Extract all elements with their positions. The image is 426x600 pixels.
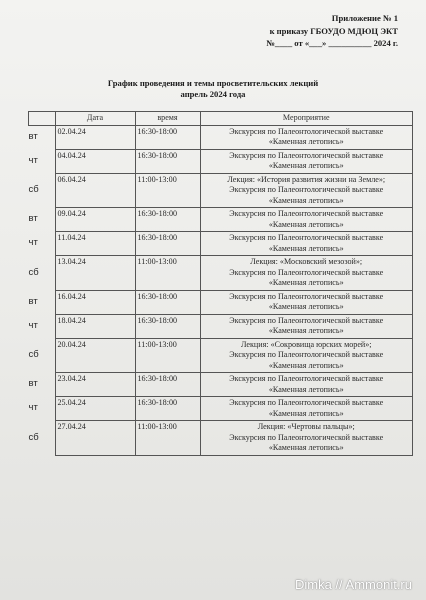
time-cell: 16:30-18:00 bbox=[135, 125, 200, 149]
watermark: Dimka // Ammonit.ru bbox=[294, 577, 412, 592]
date-column-header: Дата bbox=[55, 112, 135, 126]
event-line: «Каменная летопись» bbox=[268, 443, 344, 452]
weekday-label: чт bbox=[28, 237, 38, 249]
table-row bbox=[29, 338, 413, 373]
event-cell bbox=[200, 373, 413, 397]
date-cell: 25.04.24 bbox=[55, 397, 135, 421]
table-row bbox=[29, 208, 413, 232]
weekday-label: сб bbox=[28, 266, 39, 278]
event-line: Экскурсия по Палеонтологической выставке bbox=[229, 185, 384, 194]
weekday-label: вт bbox=[28, 378, 38, 390]
event-line: Лекция: «История развития жизни на Земле»; bbox=[227, 174, 386, 184]
time-cell: 16:30-18:00 bbox=[135, 208, 200, 232]
event-line: Экскурсия по Палеонтологической выставке bbox=[229, 267, 384, 277]
event-cell bbox=[200, 173, 413, 208]
order-reference: к приказу ГБОУДО МДЮЦ ЭКТ bbox=[269, 25, 398, 36]
table-row bbox=[29, 290, 413, 314]
day-column-header bbox=[29, 112, 56, 126]
weekday-label: сб bbox=[28, 431, 39, 443]
date-cell: 11.04.24 bbox=[55, 232, 135, 256]
event-line: «Каменная летопись» bbox=[268, 161, 344, 170]
event-line: Экскурсия по Палеонтологической выставке bbox=[229, 432, 384, 442]
event-cell bbox=[200, 397, 413, 421]
event-line: «Каменная летопись» bbox=[268, 384, 344, 394]
event-line: «Каменная летопись» bbox=[268, 195, 344, 205]
event-line: Экскурсия по Палеонтологической выставке bbox=[229, 209, 384, 218]
event-line: «Каменная летопись» bbox=[268, 408, 344, 418]
event-cell bbox=[200, 149, 413, 173]
event-line: Экскурсия по Палеонтологической выставке bbox=[229, 350, 384, 359]
date-cell: 20.04.24 bbox=[55, 338, 135, 373]
event-line: «Каменная летопись» bbox=[268, 360, 344, 370]
table-row bbox=[29, 173, 413, 208]
time-column-header: время bbox=[135, 112, 200, 126]
weekday-label: вт bbox=[28, 295, 38, 307]
weekday-label: чт bbox=[28, 402, 38, 414]
time-cell: 11:00-13:00 bbox=[135, 173, 200, 208]
table-row bbox=[29, 125, 413, 149]
event-line: Экскурсия по Палеонтологической выставке bbox=[229, 126, 384, 136]
appendix-header bbox=[266, 12, 398, 50]
date-cell: 02.04.24 bbox=[55, 125, 135, 149]
date-cell: 18.04.24 bbox=[55, 314, 135, 338]
table-row bbox=[29, 373, 413, 397]
table-row bbox=[29, 421, 413, 456]
weekday-label: чт bbox=[28, 319, 38, 331]
weekday-label: чт bbox=[28, 154, 38, 166]
event-line: Экскурсия по Палеонтологической выставке bbox=[229, 150, 384, 160]
time-cell: 16:30-18:00 bbox=[135, 397, 200, 421]
table-row bbox=[29, 314, 413, 338]
event-line: «Каменная летопись» bbox=[268, 219, 344, 229]
weekday-label: сб bbox=[28, 349, 39, 360]
time-cell: 11:00-13:00 bbox=[135, 256, 200, 291]
event-line: Лекция: «Московский мезозой»; bbox=[250, 257, 363, 266]
event-line: Экскурсия по Палеонтологической выставке bbox=[229, 398, 384, 407]
date-cell: 27.04.24 bbox=[55, 421, 135, 456]
event-cell bbox=[200, 314, 413, 338]
date-cell: 16.04.24 bbox=[55, 290, 135, 314]
table-row bbox=[29, 149, 413, 173]
date-cell: 04.04.24 bbox=[55, 149, 135, 173]
event-cell bbox=[200, 256, 413, 291]
event-cell bbox=[200, 125, 413, 149]
event-line: Лекция: «Сокровища юрских морей»; bbox=[240, 339, 372, 349]
event-line: «Каменная летопись» bbox=[268, 302, 344, 311]
event-cell bbox=[200, 338, 413, 373]
schedule-table bbox=[28, 111, 413, 456]
event-column-header: Мероприятие bbox=[200, 112, 413, 126]
event-line: «Каменная летопись» bbox=[268, 243, 344, 253]
event-line: Экскурсия по Палеонтологической выставке bbox=[229, 233, 384, 242]
table-row bbox=[29, 256, 413, 291]
appendix-number: Приложение № 1 bbox=[331, 13, 398, 23]
event-line: «Каменная летопись» bbox=[268, 278, 344, 287]
time-cell: 16:30-18:00 bbox=[135, 314, 200, 338]
document-title bbox=[0, 78, 426, 100]
date-cell: 06.04.24 bbox=[55, 173, 135, 208]
table-row bbox=[29, 232, 413, 256]
weekday-label: сб bbox=[28, 184, 39, 195]
time-cell: 16:30-18:00 bbox=[135, 232, 200, 256]
order-number-date: №____ от «___» __________ 2024 г. bbox=[266, 38, 398, 48]
date-cell: 09.04.24 bbox=[55, 208, 135, 232]
event-line: Экскурсия по Палеонтологической выставке bbox=[229, 315, 384, 325]
time-cell: 16:30-18:00 bbox=[135, 149, 200, 173]
table-header-row bbox=[29, 112, 413, 126]
table-row bbox=[29, 397, 413, 421]
event-line: «Каменная летопись» bbox=[268, 137, 344, 146]
subtitle-month: апрель 2024 года bbox=[180, 89, 246, 99]
event-line: Лекция: «Чертовы пальцы»; bbox=[257, 422, 355, 431]
event-line: Экскурсия по Палеонтологической выставке bbox=[229, 291, 384, 301]
event-cell bbox=[200, 290, 413, 314]
event-line: «Каменная летопись» bbox=[268, 326, 344, 335]
event-cell bbox=[200, 232, 413, 256]
time-cell: 11:00-13:00 bbox=[135, 421, 200, 456]
event-line: Экскурсия по Палеонтологической выставке bbox=[229, 374, 384, 383]
time-cell: 11:00-13:00 bbox=[135, 338, 200, 373]
time-cell: 16:30-18:00 bbox=[135, 290, 200, 314]
date-cell: 23.04.24 bbox=[55, 373, 135, 397]
event-cell bbox=[200, 208, 413, 232]
weekday-label: вт bbox=[28, 213, 38, 225]
date-cell: 13.04.24 bbox=[55, 256, 135, 291]
weekday-label: вт bbox=[28, 131, 38, 142]
time-cell: 16:30-18:00 bbox=[135, 373, 200, 397]
event-cell bbox=[200, 421, 413, 456]
title-line: График проведения и темы просветительских лекций bbox=[107, 78, 319, 88]
